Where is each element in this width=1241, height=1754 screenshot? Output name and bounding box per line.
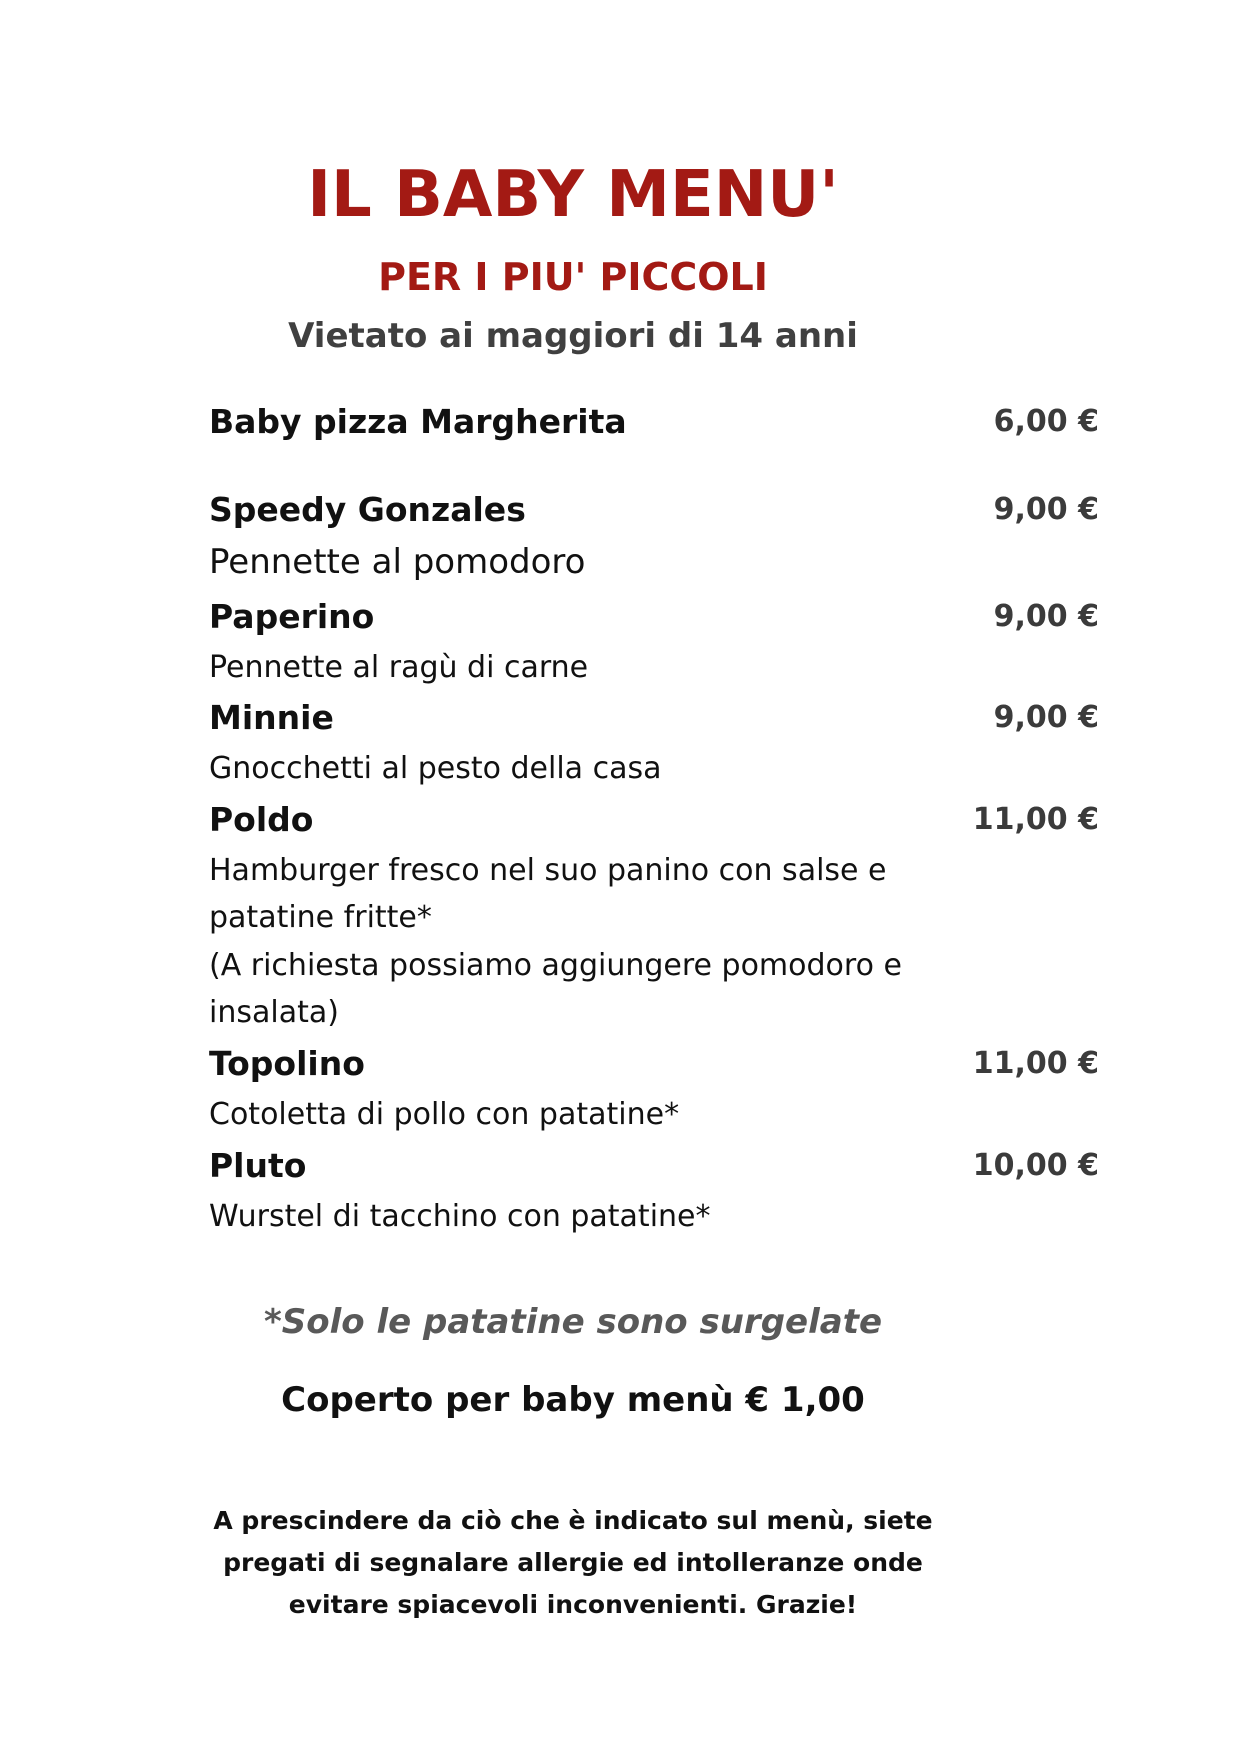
cover-charge: Coperto per baby menù € 1,00 (281, 1380, 865, 1420)
menu-item-description: Pennette al ragù di carne (209, 650, 589, 685)
menu-item-price: 9,00 € (993, 492, 1099, 527)
menu-item-description: Hamburger fresco nel suo panino con salse e (209, 853, 887, 888)
allergy-notice-line: A prescindere da ciò che è indicato sul menù, siete (213, 1506, 933, 1535)
menu-item-name: Pluto (209, 1146, 307, 1185)
menu-item-name: Topolino (209, 1044, 365, 1083)
allergy-notice-line: evitare spiacevoli inconvenienti. Grazie! (288, 1590, 858, 1619)
age-restriction-note: Vietato ai maggiori di 14 anni (288, 316, 858, 356)
menu-item-description: Cotoletta di pollo con patatine* (209, 1097, 680, 1132)
menu-item-price: 10,00 € (972, 1148, 1099, 1183)
menu-item-description: Gnocchetti al pesto della casa (209, 751, 662, 786)
menu-item-price: 11,00 € (972, 1046, 1099, 1081)
menu-item-description: (A richiesta possiamo aggiungere pomodoro e (209, 948, 902, 983)
menu-item-name: Baby pizza Margherita (209, 402, 627, 441)
menu-item-name: Poldo (209, 800, 314, 839)
menu-item-name: Paperino (209, 597, 375, 636)
menu-item-description: insalata) (209, 995, 339, 1030)
menu-item-name: Minnie (209, 698, 334, 737)
menu-item-price: 6,00 € (993, 404, 1099, 439)
allergy-notice (160, 1500, 986, 1626)
page-subtitle: PER I PIU' PICCOLI (378, 255, 768, 299)
menu-item-description: patatine fritte* (209, 900, 432, 935)
allergy-notice-line: pregati di segnalare allergie ed intolleranze onde (223, 1548, 923, 1577)
menu-item-description: Pennette al pomodoro (209, 542, 586, 582)
menu-item-price: 9,00 € (993, 700, 1099, 735)
menu-item-price: 11,00 € (972, 802, 1099, 837)
menu-item-price: 9,00 € (993, 599, 1099, 634)
page-title: IL BABY MENU' (307, 158, 839, 232)
menu-item-description: Wurstel di tacchino con patatine* (209, 1199, 711, 1234)
menu-item-name: Speedy Gonzales (209, 490, 526, 529)
frozen-fries-note: *Solo le patatine sono surgelate (263, 1302, 883, 1342)
